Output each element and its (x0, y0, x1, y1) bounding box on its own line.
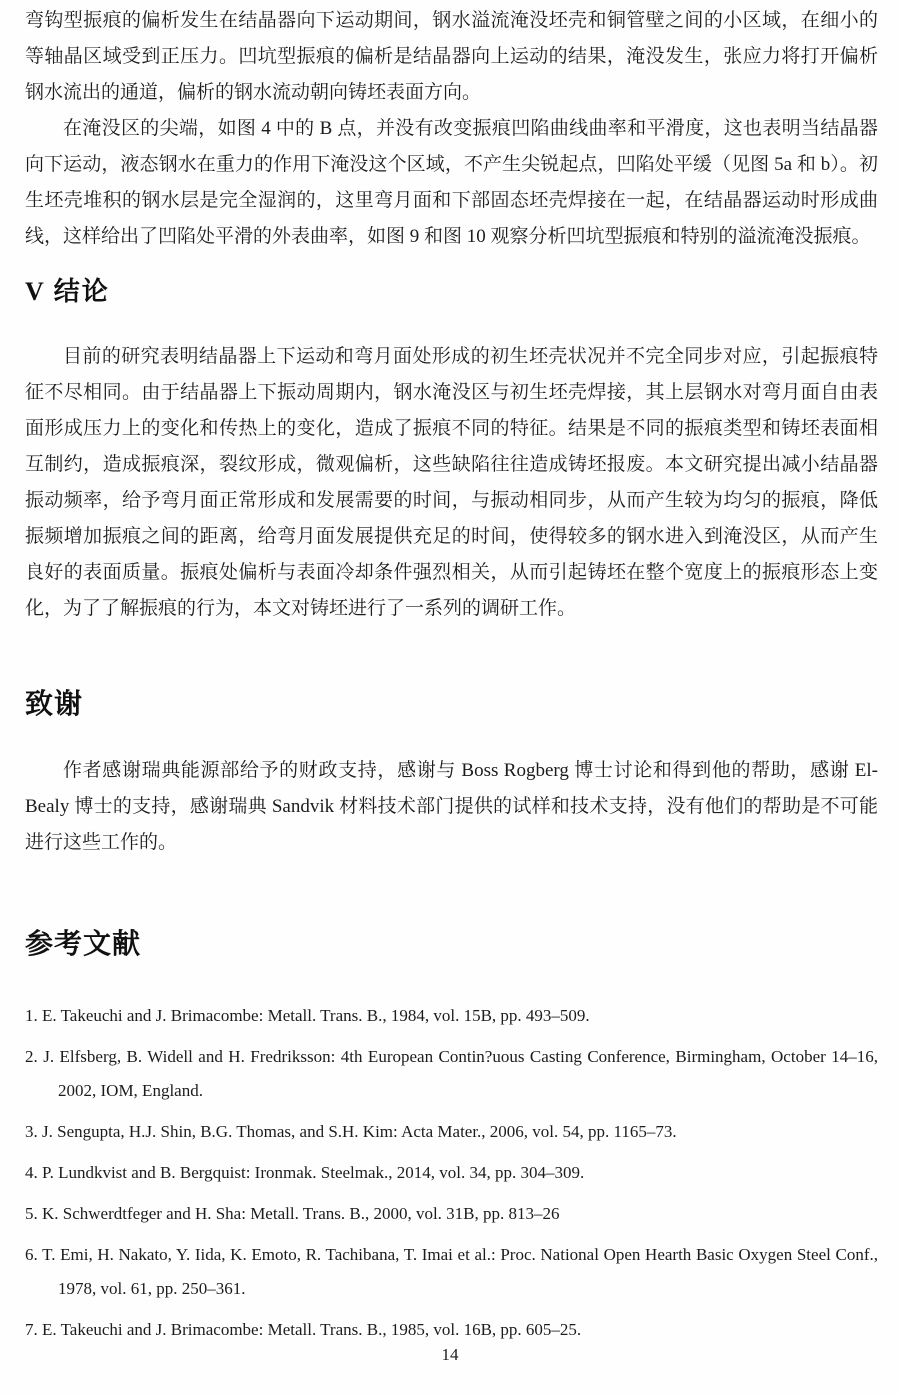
page-number: 14 (441, 1345, 459, 1364)
paragraph-conclusion: 目前的研究表明结晶器上下运动和弯月面处形成的初生坯壳状况并不完全同步对应，引起振痕特征不尽相同。由于结晶器上下振动周期内，钢水淹没区与初生坯壳焊接，其上层钢水对弯月面自由表面形成压力上的变化和传热上的变化，造成了振痕不同的特征。结果是不同的振痕类型和铸坯表面相互制约，造成振痕深，裂纹形成，微观偏析，这些缺陷往往造成铸坯报废。本文研究提出减小结晶器振动频率，给予弯月面正常形成和发展需要的时间，与振动相同步，从而产生较为均匀的振痕，降低振频增加振痕之间的距离，给弯月面发展提供充足的时间，使得较多的钢水进入到淹没区，从而产生良好的表面质量。振痕处偏析与表面冷却条件强烈相关，从而引起铸坯在整个宽度上的振痕形态上变化，为了了解振痕的行为，本文对铸坯进行了一系列的调研工作。 (25, 346, 878, 619)
reference-list (25, 999, 878, 1347)
heading-acknowledgements: 致谢 (25, 689, 84, 720)
reference-item-6: 6. T. Emi, H. Nakato, Y. Iida, K. Emoto, R. Tachibana, T. Imai et al.: Proc. National Open Hearth Basic Oxygen Steel Conf., 1978, vol. 61, pp. 250–361. (25, 1245, 878, 1298)
heading-conclusion: V 结论 (25, 277, 110, 306)
paragraph-submerged-region: 在淹没区的尖端，如图 4 中的 B 点，并没有改变振痕凹陷曲线曲率和平滑度，这也表明当结晶器向下运动，液态钢水在重力的作用下淹没这个区域，不产生尖锐起点，凹陷处平缓（见图 5a 和 b）。初生坯壳堆积的钢水层是完全湿润的，这里弯月面和下部固态坯壳焊接在一起，在结晶器运动时形成曲线，这样给出了凹陷处平滑的外表曲率，如图 9 和图 10 观察分析凹坑型振痕和特别的溢流淹没振痕。 (25, 118, 878, 247)
reference-item-1: 1. E. Takeuchi and J. Brimacombe: Metall. Trans. B., 1984, vol. 15B, pp. 493–509. (25, 1006, 590, 1025)
reference-item-4: 4. P. Lundkvist and B. Bergquist: Ironmak. Steelmak., 2014, vol. 34, pp. 304–309. (25, 1163, 585, 1182)
reference-item-3: 3. J. Sengupta, H.J. Shin, B.G. Thomas, and S.H. Kim: Acta Mater., 2006, vol. 54, pp. 1165–73. (25, 1122, 677, 1141)
reference-item-7: 7. E. Takeuchi and J. Brimacombe: Metall. Trans. B., 1985, vol. 16B, pp. 605–25. (25, 1320, 582, 1339)
heading-references: 参考文献 (25, 929, 142, 960)
paragraph-acknowledgements: 作者感谢瑞典能源部给予的财政支持，感谢与 Boss Rogberg 博士讨论和得到他的帮助，感谢 El-Bealy 博士的支持，感谢瑞典 Sandvik 材料技术部门提供的试样和技术支持，没有他们的帮助是不可能进行这些工作的。 (25, 760, 878, 853)
reference-item-5: 5. K. Schwerdtfeger and H. Sha: Metall. Trans. B., 2000, vol. 31B, pp. 813–26 (25, 1204, 560, 1223)
paragraph-overflow-segregation: 弯钩型振痕的偏析发生在结晶器向下运动期间，钢水溢流淹没坯壳和铜管壁之间的小区域，在细小的等轴晶区域受到正压力。凹坑型振痕的偏析是结晶器向上运动的结果，淹没发生，张应力将打开偏析钢水流出的通道，偏析的钢水流动朝向铸坯表面方向。 (25, 10, 878, 103)
reference-item-2: 2. J. Elfsberg, B. Widell and H. Fredriksson: 4th European Contin?uous Casting Conference, Birmingham, October 14–16, 2002, IOM, England. (25, 1047, 878, 1100)
